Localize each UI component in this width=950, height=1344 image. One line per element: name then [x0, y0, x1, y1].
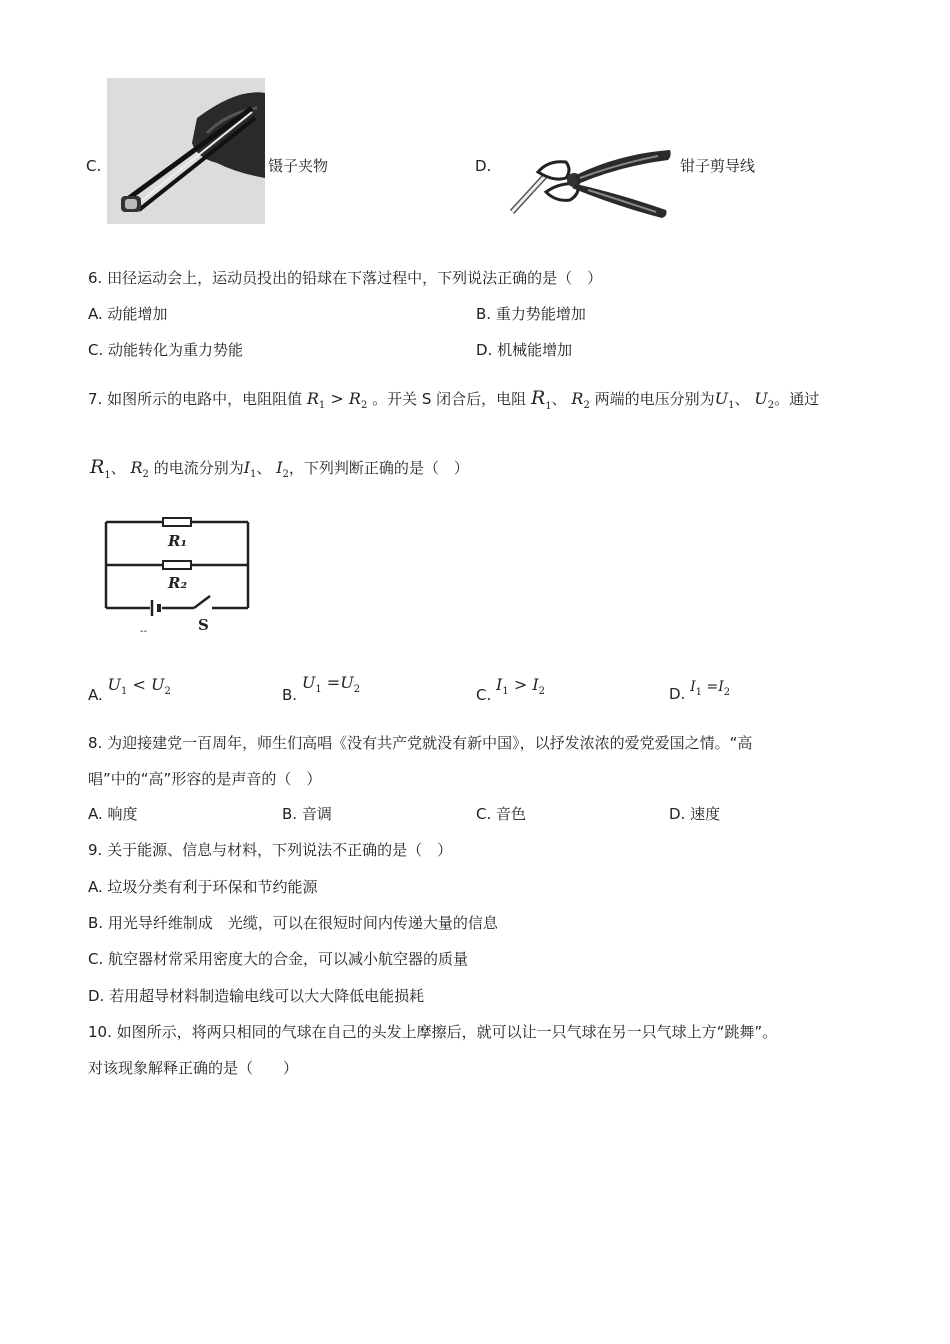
q9-option-c: C. 航空器材常采用密度大的合金，可以减小航空器的质量	[88, 950, 469, 968]
circuit-label-s: S	[198, 616, 209, 634]
q7-math-i2: $I_2$	[276, 458, 289, 481]
tweezers-hand-icon	[107, 78, 265, 224]
q7-math-r2: $R_2$	[571, 389, 590, 412]
circuit-label-minus: --	[140, 626, 148, 635]
q6-option-c: C. 动能转化为重力势能	[88, 341, 244, 359]
q7-option-d: D. $I_1 =I_2$	[669, 679, 731, 703]
q9-option-d: D. 若用超导材料制造输电线可以大大降低电能损耗	[88, 987, 425, 1005]
pliers-icon	[508, 142, 673, 222]
q8-option-d: D. 速度	[669, 805, 721, 823]
q8-option-c: C. 音色	[476, 805, 527, 823]
q9-option-b: B. 用光导纤维制成 光缆，可以在很短时间内传递大量的信息	[88, 914, 498, 932]
q7-text-5: 的电流分别为	[153, 459, 244, 477]
circuit-label-r2: R₂	[168, 574, 188, 592]
q7-math-r1-b: $R_1$	[90, 456, 111, 481]
resistor-r1	[163, 518, 191, 526]
tweezers-photo	[107, 78, 265, 224]
q6-option-a: A. 动能增加	[88, 305, 168, 323]
q7-option-c: C. $I_1 > I_2$	[476, 675, 546, 704]
circuit-label-r1: R₁	[168, 532, 188, 550]
q8-stem-line-1: 8. 为迎接建党一百周年，师生们高唱《没有共产党就没有新中国》，以抒发浓浓的爱党爱国之情。“高	[88, 734, 753, 752]
q7-math-u2: $U_2$	[754, 389, 775, 412]
q7-line-1: 7. 如图所示的电路中，电阻阻值 $R_1 > R_2$ 。开关 S 闭合后，电阻 $R_1$、 $R_2$ 两端的电压分别为$U_1$、 $U_2$。通过	[88, 387, 820, 412]
q8-option-a: A. 响度	[88, 805, 138, 823]
q6-option-d: D. 机械能增加	[476, 341, 573, 359]
q7-math-r1: $R_1$	[530, 387, 552, 412]
q7-option-a-math: $U_1 < U_2$	[107, 675, 171, 698]
q7-math-r1-gt-r2: $R_1 > R_2$	[306, 389, 368, 412]
q10-stem-line-1: 10. 如图所示，将两只相同的气球在自己的头发上摩擦后，就可以让一只气球在另一只气球上方“跳舞”。	[88, 1023, 778, 1041]
q8-stem-line-2: 唱”中的“高”形容的是声音的（ ）	[88, 770, 322, 788]
option-c-letter: C.	[86, 157, 102, 175]
q7-text-4: 。通过	[774, 390, 820, 408]
q6-option-b: B. 重力势能增加	[476, 305, 586, 323]
q8-option-b: B. 音调	[282, 805, 332, 823]
q7-option-a: A. $U_1 < U_2$	[88, 675, 171, 704]
q6-stem: 6. 田径运动会上，运动员投出的铅球在下落过程中，下列说法正确的是（ ）	[88, 269, 603, 287]
q7-math-r2-b: $R_2$	[130, 458, 149, 481]
q7-line-2: $R_1$、 $R_2$ 的电流分别为$I_1$、 $I_2$，下列判断正确的是（ ）	[90, 456, 469, 481]
option-d-letter: D.	[475, 157, 492, 175]
q7-text-1: 7. 如图所示的电路中，电阻阻值	[88, 390, 303, 408]
q9-stem: 9. 关于能源、信息与材料，下列说法不正确的是（ ）	[88, 841, 453, 859]
q7-text-3: 两端的电压分别为	[594, 390, 715, 408]
q7-option-b-math: $U_1 =U_2$	[301, 673, 361, 696]
option-c-caption: 镊子夹物	[268, 157, 329, 175]
option-d-caption: 钳子剪导线	[680, 157, 756, 175]
q7-text-2: 。开关 S 闭合后，电阻	[372, 390, 527, 408]
q9-option-a: A. 垃圾分类有利于环保和节约能源	[88, 878, 318, 896]
q7-text-6: ，下列判断正确的是（ ）	[288, 459, 469, 477]
q7-option-c-math: $I_1 > I_2$	[496, 675, 546, 698]
q7-math-i1: $I_1$	[243, 458, 257, 481]
q7-option-d-math: $I_1 =I_2$	[690, 679, 731, 698]
resistor-r2	[163, 561, 191, 569]
q7-math-u1: $U_1$	[714, 389, 735, 412]
q10-stem-line-2: 对该现象解释正确的是（ ）	[88, 1059, 299, 1077]
q7-option-b: B. $U_1 =U_2$	[282, 673, 361, 704]
circuit-diagram	[98, 510, 258, 635]
